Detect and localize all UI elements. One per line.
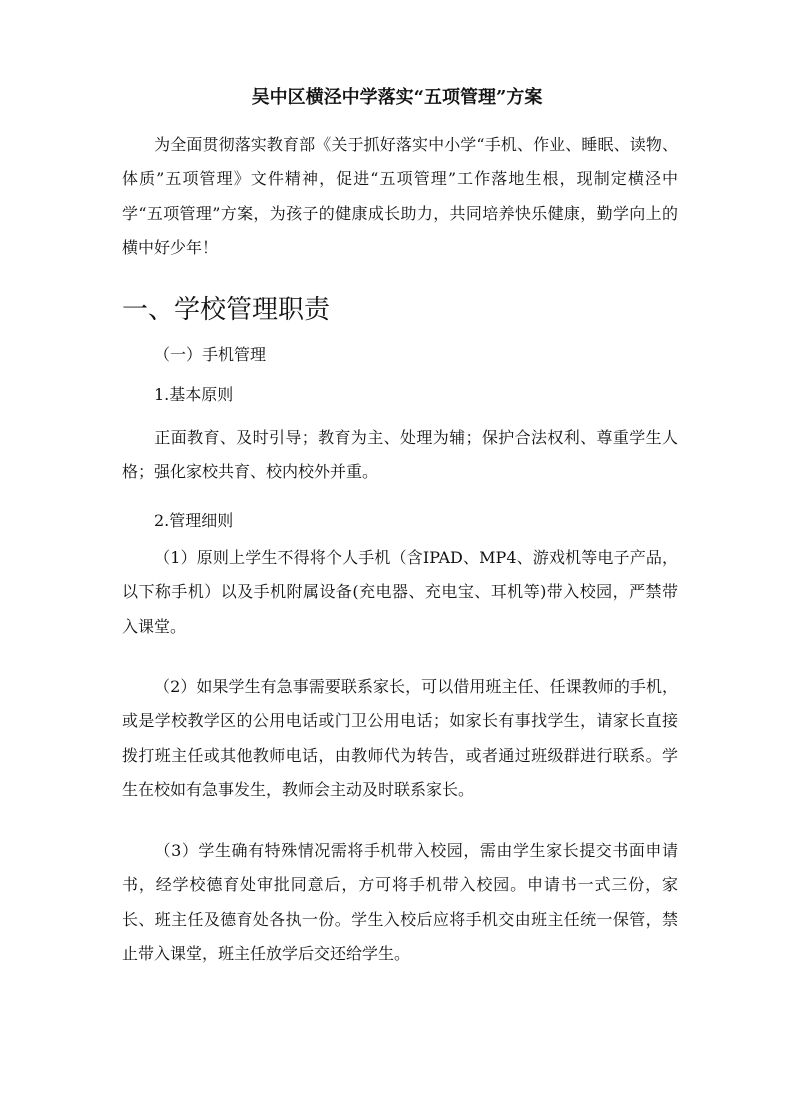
rule-paragraph-3: [122, 834, 678, 972]
item-heading-rules: 2.管理细则: [154, 511, 234, 530]
rule-text-2: （2）如果学生有急事需要联系家长，可以借用班主任、任课教师的手机，或是学校教学区的公用电话或门卫公用电话；如家长有事找学生，请家长直接拨打班主任或其他教师电话，由教师代为转告，或者通过班级群进行联系。学生在校如有急事发生，教师会主动及时联系家长。: [122, 677, 678, 800]
rule-text-1: （1）原则上学生不得将个人手机（含IPAD、MP4、游戏机等电子产品，以下称手机）以及手机附属设备(充电器、充电宝、耳机等)带入校园，严禁带入课堂。: [122, 548, 678, 636]
intro-paragraph: [122, 128, 678, 266]
subsection-heading: （一）手机管理: [154, 345, 267, 364]
principles-text: 正面教育、及时引导；教育为主、处理为辅；保护合法权利、尊重学生人格；强化家校共育、校内校外并重。: [122, 428, 678, 482]
intro-text: 为全面贯彻落实教育部《关于抓好落实中小学“手机、作业、睡眠、读物、体质”五项管理》文件精神，促进“五项管理”工作落地生根，现制定横泾中学“五项管理”方案，为孩子的健康成长助力，共同培养快乐健康，勤学向上的横中好少年！: [122, 135, 678, 258]
rule-text-3: （3）学生确有特殊情况需将手机带入校园，需由学生家长提交书面申请书，经学校德育处审批同意后，方可将手机带入校园。申请书一式三份，家长、班主任及德育处各执一份。学生入校后应将手机交由班主任统一保管，禁止带入课堂，班主任放学后交还给学生。: [122, 841, 678, 964]
section-heading: 一、学校管理职责: [122, 295, 331, 325]
principles-paragraph: [122, 421, 678, 490]
rule-paragraph-1: [122, 541, 678, 644]
document-title: 吴中区横泾中学落实“五项管理”方案: [251, 87, 543, 108]
item-heading-principles: 1.基本原则: [154, 385, 234, 404]
rule-paragraph-2: [122, 670, 678, 808]
